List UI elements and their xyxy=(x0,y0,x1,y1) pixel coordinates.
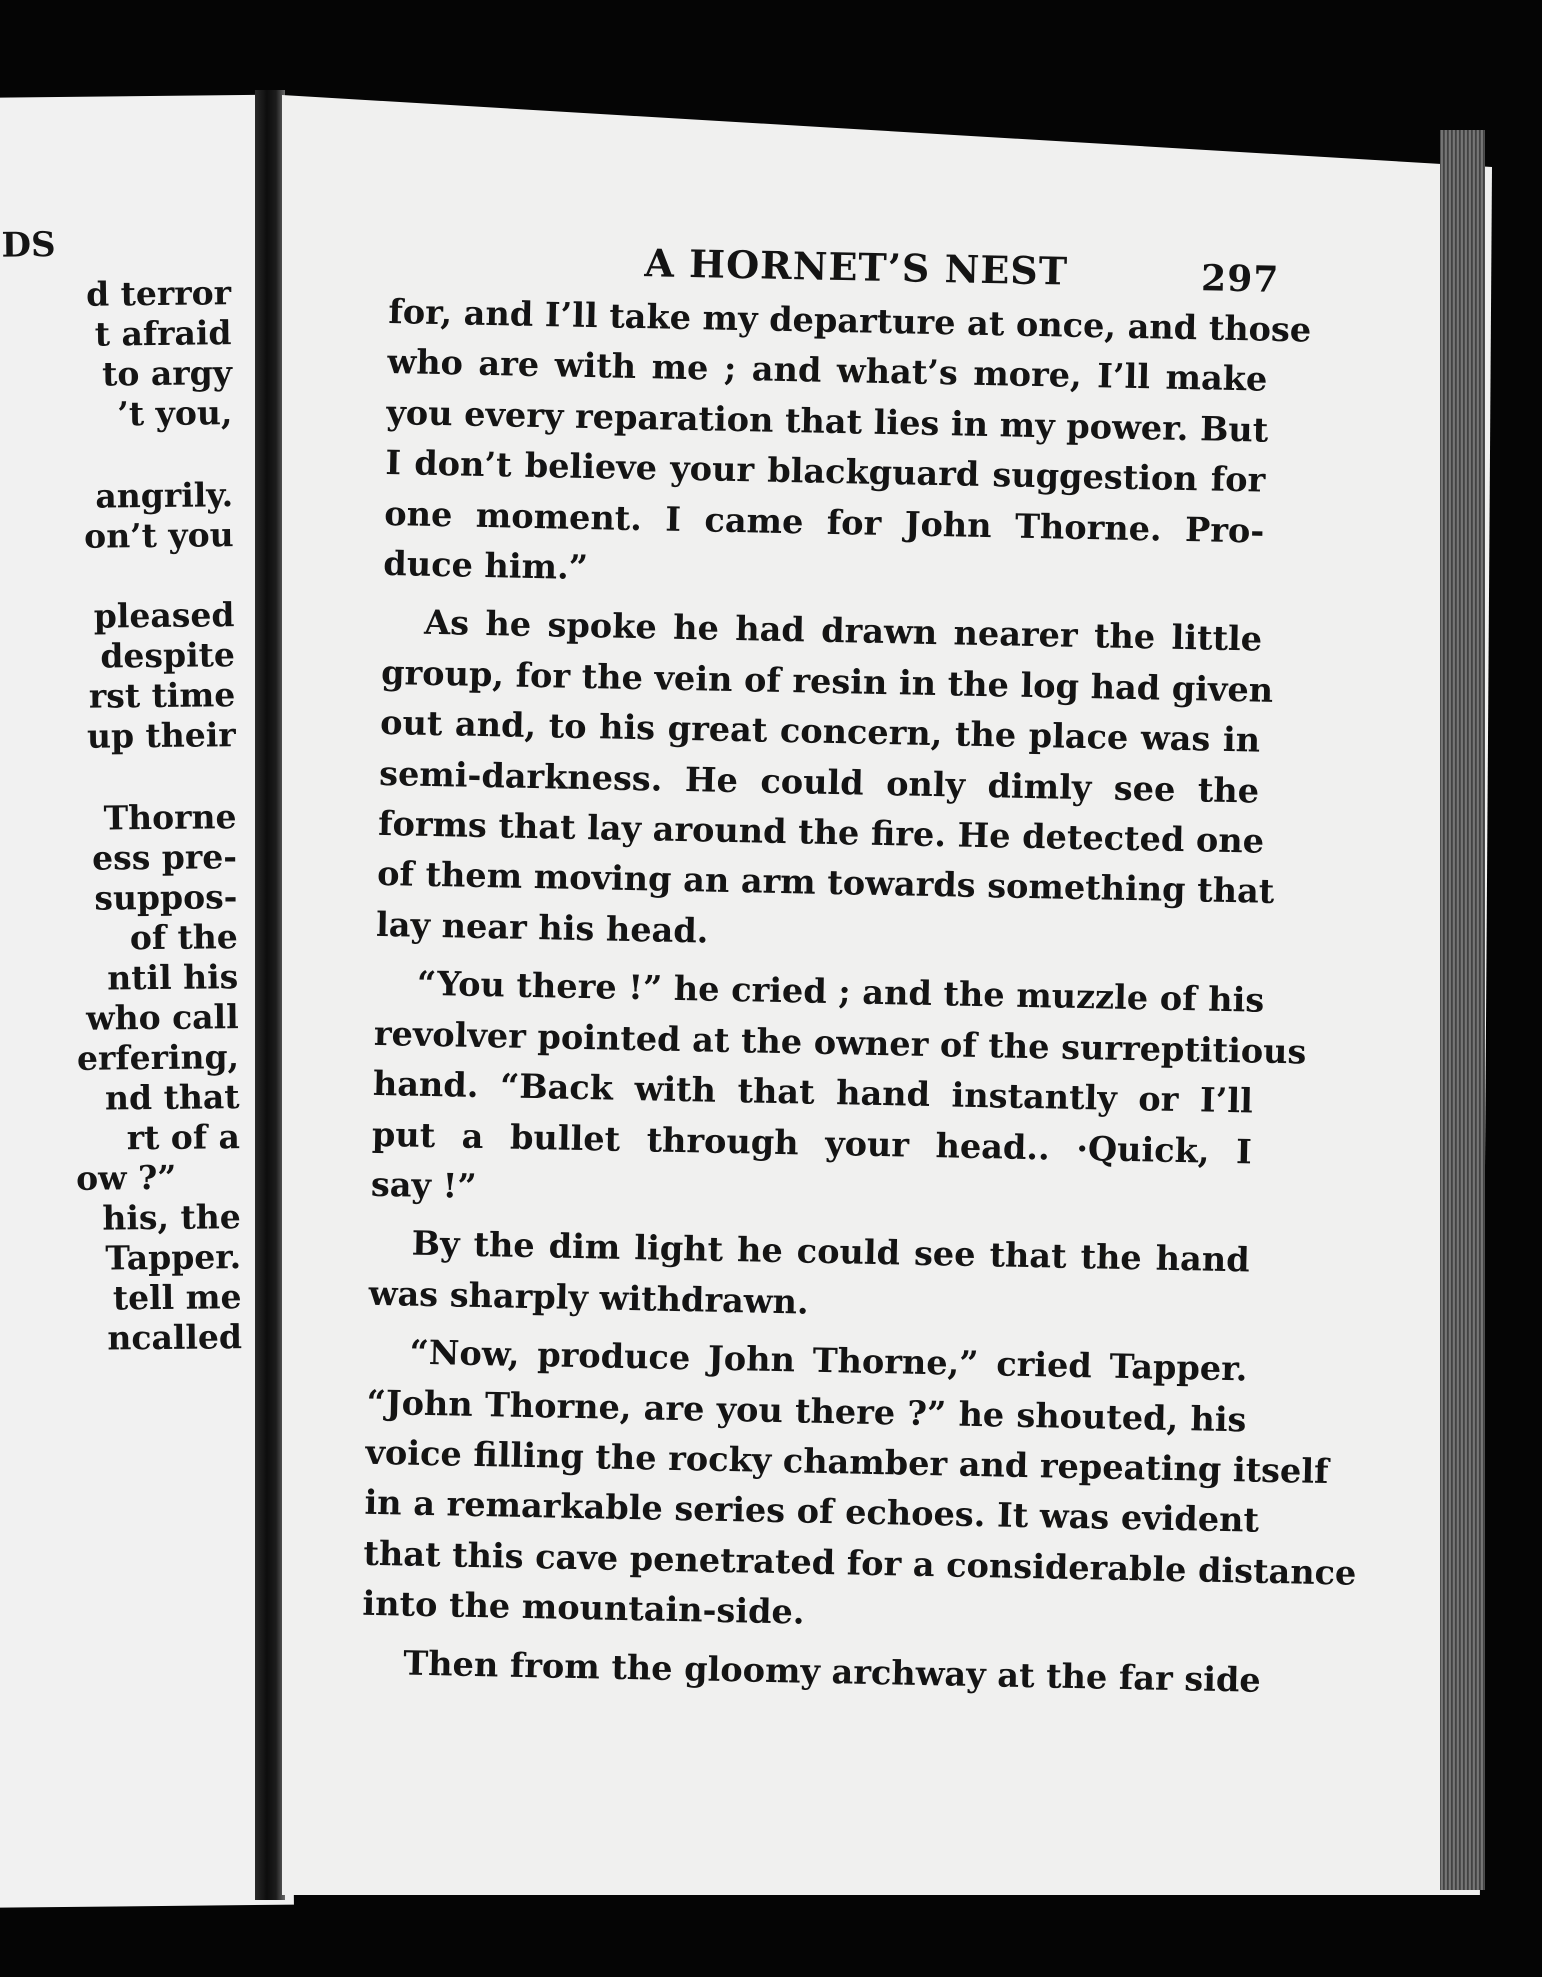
text-line: out and, to his great concern, the place was in xyxy=(379,703,1261,760)
text-line: hand. “Back with that hand instantly or I’ll xyxy=(372,1063,1254,1121)
text-line: put a bullet through your head.. ·Quick, I xyxy=(371,1114,1253,1171)
left-line: ow ?” xyxy=(75,1157,177,1198)
paragraph xyxy=(375,597,1275,967)
text-line: for, and I’ll take my departure at once, and those xyxy=(388,291,1312,350)
paragraph xyxy=(368,1218,1250,1336)
text-line: By the dim light he could see that the hand xyxy=(411,1223,1250,1280)
text-line: in a remarkable series of echoes. It was evident xyxy=(364,1483,1260,1541)
text-line: voice filling the rocky chamber and repeating itself xyxy=(365,1432,1329,1492)
text-line: “John Thorne, are you there ?” he shouted, his xyxy=(366,1382,1247,1439)
text-line: Then from the gloomy archway at the far side xyxy=(402,1643,1262,1700)
left-line: despite xyxy=(100,635,236,676)
left-line: to argy xyxy=(101,353,233,394)
left-line: angrily. xyxy=(95,475,234,516)
book-gutter xyxy=(255,90,285,1900)
page-text-block xyxy=(361,235,1357,1705)
left-line: tell me xyxy=(112,1277,242,1318)
text-line: group, for the vein of resin in the log had given xyxy=(380,652,1274,710)
text-line: “You there !” he cried ; and the muzzle of his xyxy=(416,963,1265,1020)
left-line: Thorne xyxy=(103,797,237,838)
left-line: rt of a xyxy=(126,1117,241,1158)
left-line: erfering, xyxy=(76,1037,240,1078)
left-line: ’t you, xyxy=(117,393,233,434)
text-line: one moment. I came for John Thorne. Pro- xyxy=(384,493,1265,551)
left-line: ntil his xyxy=(107,957,239,998)
left-line: of the xyxy=(129,917,239,958)
text-line: say !” xyxy=(370,1164,477,1206)
left-line: Tapper. xyxy=(105,1237,242,1278)
running-head-title: A HORNET’S NEST xyxy=(644,240,1069,294)
left-line: d terror xyxy=(85,273,232,314)
left-line: ess pre- xyxy=(91,837,238,878)
left-line: up their xyxy=(86,715,236,756)
text-line: “Now, produce John Thorne,” cried Tapper. xyxy=(409,1332,1248,1389)
left-line: rst time xyxy=(88,675,236,716)
text-line: I don’t believe your blackguard suggestion for xyxy=(385,443,1266,500)
paragraph xyxy=(362,1327,1357,1647)
text-line: you every reparation that lies in my power. But xyxy=(386,392,1269,450)
text-line: forms that lay around the fire. He detected one xyxy=(377,803,1265,861)
text-line: into the mountain-side. xyxy=(362,1583,805,1632)
left-running-head: DS xyxy=(1,225,56,266)
left-line: on’t you xyxy=(83,515,234,556)
paragraph xyxy=(383,287,1312,607)
paragraph xyxy=(370,958,1307,1228)
facing-page-left xyxy=(0,95,294,1908)
left-line: nd that xyxy=(104,1077,240,1118)
text-line: revolver pointed at the owner of the surreptitious xyxy=(373,1013,1307,1072)
left-line: who call xyxy=(85,997,239,1038)
left-line: his, the xyxy=(102,1197,241,1238)
text-line: that this cave penetrated for a considerable distance xyxy=(363,1533,1357,1593)
text-line: of them moving an arm towards something that xyxy=(376,854,1275,912)
left-line: pleased xyxy=(93,595,235,636)
text-line: As he spoke he had drawn nearer the little xyxy=(423,603,1263,660)
text-line: who are with me ; and what’s more, I’ll make xyxy=(387,342,1268,400)
left-line: suppos- xyxy=(94,877,238,918)
text-line: lay near his head. xyxy=(375,904,709,951)
left-line: ncalled xyxy=(107,1317,243,1358)
page-edges xyxy=(1440,130,1485,1890)
left-line: t afraid xyxy=(94,313,232,354)
text-line: duce him.” xyxy=(383,543,589,588)
text-line: was sharply withdrawn. xyxy=(368,1273,810,1322)
text-line: semi-darkness. He could only dimly see the xyxy=(378,753,1260,811)
page-number: 297 xyxy=(1200,257,1280,301)
